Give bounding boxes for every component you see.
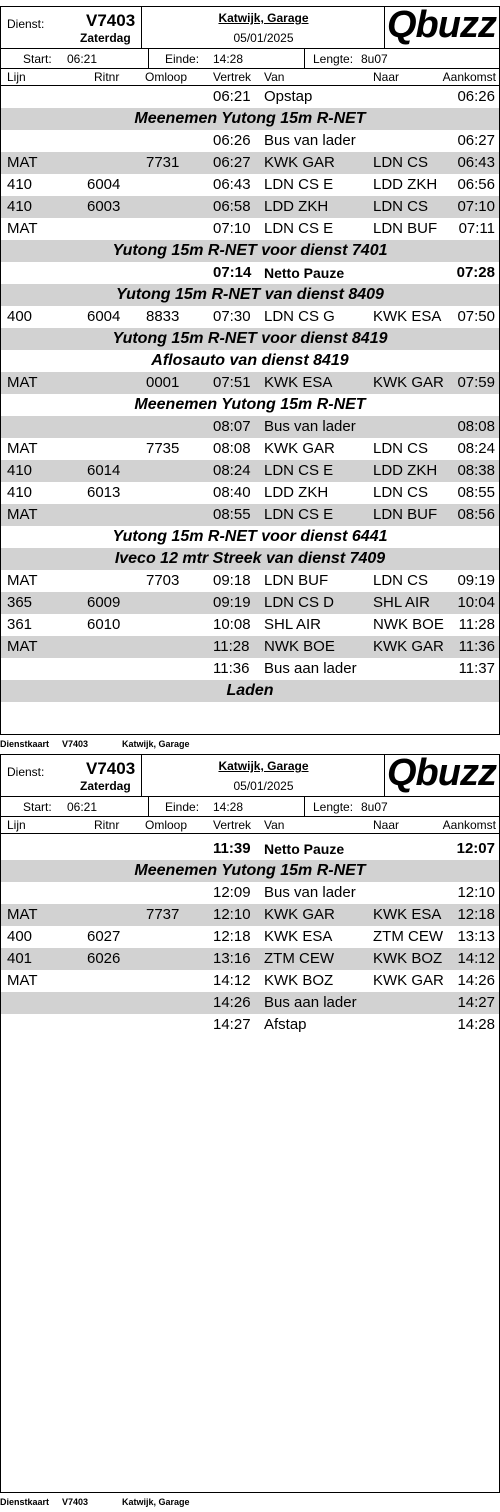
arrival-cell: 14:28 <box>457 1016 495 1033</box>
start-label: Start: <box>23 52 52 66</box>
line-cell: MAT <box>7 374 38 391</box>
trip-row <box>1 372 499 394</box>
trip-number-cell: 6004 <box>87 176 121 193</box>
trip-row <box>1 592 499 614</box>
to-cell: KWK BOZ <box>373 950 443 967</box>
einde-time: 14:28 <box>213 800 244 814</box>
from-cell: ZTM CEW <box>264 950 334 967</box>
start-label: Start: <box>23 800 52 814</box>
einde-cell <box>149 797 305 816</box>
location: Katwijk, Garage <box>218 11 309 25</box>
line-cell: MAT <box>7 154 38 171</box>
trip-row <box>1 218 499 240</box>
from-cell: Netto Pauze <box>264 265 345 281</box>
arrival-cell: 14:26 <box>457 972 495 989</box>
line-cell: 410 <box>7 462 33 479</box>
einde-label: Einde: <box>165 52 200 66</box>
to-cell: KWK GAR <box>373 374 444 391</box>
arrival-cell: 07:11 <box>458 220 495 237</box>
trip-row <box>1 1014 499 1036</box>
trip-number-cell: 6027 <box>87 928 121 945</box>
trip-row <box>1 152 499 174</box>
line-cell: 410 <box>7 198 33 215</box>
shift-meta <box>1 797 499 817</box>
section-heading <box>1 328 499 350</box>
col-vertrek: Vertrek <box>213 70 252 84</box>
section-heading <box>1 394 499 416</box>
dienst-number: V7403 <box>86 759 136 778</box>
to-cell: LDN CS <box>373 154 429 171</box>
from-cell: KWK ESA <box>264 374 333 391</box>
departure-cell: 08:55 <box>213 506 251 523</box>
to-cell: SHL AIR <box>373 594 430 611</box>
footer-label: Dienstkaart <box>0 739 50 749</box>
arrival-cell: 14:27 <box>457 994 495 1011</box>
arrival-cell: 07:59 <box>457 374 495 391</box>
col-aankomst: Aankomst <box>442 818 496 832</box>
lengte-label: Lengte: <box>313 52 354 66</box>
section-heading-text: Yutong 15m R-NET van dienst 8409 <box>116 286 384 303</box>
line-cell: MAT <box>7 972 38 989</box>
section-heading <box>1 680 499 702</box>
col-ritnr: Ritnr <box>94 70 120 84</box>
section-heading <box>1 860 499 882</box>
arrival-cell: 14:12 <box>457 950 495 967</box>
trip-row <box>1 926 499 948</box>
to-cell: NWK BOE <box>373 616 444 633</box>
trip-row <box>1 570 499 592</box>
dienst-label: Dienst: <box>7 765 45 779</box>
section-heading <box>1 350 499 372</box>
arrival-cell: 13:13 <box>457 928 495 945</box>
departure-cell: 12:10 <box>213 906 251 923</box>
section-heading-text: Yutong 15m R-NET voor dienst 6441 <box>112 528 388 545</box>
trip-row <box>1 970 499 992</box>
to-cell: KWK ESA <box>373 308 442 325</box>
departure-cell: 10:08 <box>213 616 251 633</box>
to-cell: LDN BUF <box>373 506 438 523</box>
trip-row <box>1 992 499 1014</box>
start-cell <box>1 49 149 68</box>
section-heading <box>1 284 499 306</box>
arrival-cell: 08:08 <box>457 418 495 435</box>
col-van: Van <box>264 818 285 832</box>
from-cell: LDN CS E <box>264 220 334 237</box>
arrival-cell: 06:56 <box>457 176 495 193</box>
line-cell: MAT <box>7 572 38 589</box>
date: 05/01/2025 <box>233 779 294 793</box>
pause-row <box>1 838 499 860</box>
col-lijn: Lijn <box>7 70 26 84</box>
pause-row <box>1 262 499 284</box>
line-cell: MAT <box>7 440 38 457</box>
line-cell: MAT <box>7 220 38 237</box>
departure-cell: 11:39 <box>213 840 251 857</box>
section-heading-text: Iveco 12 mtr Streek van dienst 7409 <box>114 550 386 567</box>
trip-row <box>1 904 499 926</box>
trip-row <box>1 438 499 460</box>
line-cell: 400 <box>7 928 33 945</box>
start-time: 06:21 <box>67 52 98 66</box>
footer-dienst: V7403 <box>62 1497 89 1507</box>
from-cell: Opstap <box>264 88 313 105</box>
to-cell: LDN CS <box>373 484 429 501</box>
trip-row <box>1 416 499 438</box>
from-cell: NWK BOE <box>264 638 335 655</box>
einde-cell <box>149 49 305 68</box>
trip-row <box>1 658 499 680</box>
to-cell: LDN CS <box>373 440 429 457</box>
departure-cell: 14:27 <box>213 1016 251 1033</box>
trip-number-cell: 6014 <box>87 462 121 479</box>
departure-cell: 09:19 <box>213 594 251 611</box>
day-of-week: Zaterdag <box>80 779 131 793</box>
line-cell: 400 <box>7 308 33 325</box>
line-cell: MAT <box>7 906 38 923</box>
departure-cell: 07:14 <box>213 264 252 281</box>
card-header <box>1 752 499 797</box>
col-ritnr: Ritnr <box>94 818 120 832</box>
trip-row <box>1 174 499 196</box>
from-cell: Afstap <box>264 1016 307 1033</box>
departure-cell: 06:21 <box>213 88 251 105</box>
section-heading-text: Yutong 15m R-NET voor dienst 8419 <box>112 330 388 347</box>
from-cell: KWK GAR <box>264 154 335 171</box>
trip-row <box>1 482 499 504</box>
departure-cell: 11:36 <box>213 660 250 677</box>
departure-cell: 09:18 <box>213 572 251 589</box>
arrival-cell: 08:24 <box>457 440 495 457</box>
from-cell: Bus aan lader <box>264 660 357 677</box>
section-heading-text: Aflosauto van dienst 8419 <box>151 352 349 369</box>
section-heading-text: Meenemen Yutong 15m R-NET <box>134 862 366 879</box>
from-cell: LDN CS G <box>264 308 335 325</box>
dienst-number: V7403 <box>86 11 136 30</box>
section-heading-text: Meenemen Yutong 15m R-NET <box>134 110 366 127</box>
from-cell: SHL AIR <box>264 616 321 633</box>
col-naar: Naar <box>373 70 400 84</box>
line-cell: 410 <box>7 176 33 193</box>
trip-row <box>1 306 499 328</box>
arrival-cell: 06:43 <box>457 154 495 171</box>
qbuzz-logo: Qbuzz <box>387 752 496 794</box>
col-aankomst: Aankomst <box>442 70 496 84</box>
from-cell: LDN BUF <box>264 572 329 589</box>
col-omloop: Omloop <box>145 70 188 84</box>
footer-location: Katwijk, Garage <box>122 739 190 749</box>
to-cell: LDD ZKH <box>373 462 438 479</box>
from-cell: Netto Pauze <box>264 841 345 857</box>
to-cell: LDN CS <box>373 198 429 215</box>
line-cell: 401 <box>7 950 33 967</box>
location-date-cell <box>142 7 385 48</box>
to-cell: KWK ESA <box>373 906 442 923</box>
trip-row <box>1 882 499 904</box>
trip-number-cell: 6010 <box>87 616 121 633</box>
arrival-cell: 07:50 <box>457 308 495 325</box>
col-omloop: Omloop <box>145 818 188 832</box>
shift-meta <box>1 49 499 69</box>
dienstkaart-page-1 <box>0 6 500 735</box>
logo-cell <box>385 4 499 48</box>
trip-row <box>1 196 499 218</box>
to-cell: LDN BUF <box>373 220 438 237</box>
arrival-cell: 07:28 <box>456 264 495 281</box>
block-cell: 7735 <box>146 440 180 457</box>
trip-number-cell: 6009 <box>87 594 121 611</box>
line-cell: MAT <box>7 638 38 655</box>
trip-row <box>1 130 499 152</box>
departure-cell: 08:07 <box>213 418 251 435</box>
from-cell: Bus aan lader <box>264 994 357 1011</box>
trip-row <box>1 504 499 526</box>
to-cell: KWK GAR <box>373 638 444 655</box>
trip-number-cell: 6013 <box>87 484 121 501</box>
col-van: Van <box>264 70 285 84</box>
block-cell: 7731 <box>146 154 180 171</box>
column-headers <box>1 69 499 86</box>
dienstkaart-page-2 <box>0 754 500 1493</box>
from-cell: KWK GAR <box>264 906 335 923</box>
trip-row <box>1 460 499 482</box>
location: Katwijk, Garage <box>218 759 309 773</box>
from-cell: LDN CS E <box>264 176 334 193</box>
date: 05/01/2025 <box>233 31 294 45</box>
footer-dienst: V7403 <box>62 739 89 749</box>
arrival-cell: 09:19 <box>457 572 495 589</box>
arrival-cell: 08:38 <box>457 462 495 479</box>
block-cell: 8833 <box>146 308 180 325</box>
block-cell: 7703 <box>146 572 180 589</box>
column-headers <box>1 817 499 834</box>
col-vertrek: Vertrek <box>213 818 252 832</box>
arrival-cell: 06:27 <box>457 132 495 149</box>
line-cell: 410 <box>7 484 33 501</box>
to-cell: KWK GAR <box>373 972 444 989</box>
from-cell: KWK BOZ <box>264 972 334 989</box>
col-naar: Naar <box>373 818 400 832</box>
trip-number-cell: 6003 <box>87 198 121 215</box>
dienst-cell <box>1 755 142 796</box>
arrival-cell: 10:04 <box>457 594 495 611</box>
section-heading <box>1 526 499 548</box>
arrival-cell: 11:28 <box>458 616 495 633</box>
section-heading <box>1 108 499 130</box>
col-lijn: Lijn <box>7 818 26 832</box>
start-time: 06:21 <box>67 800 98 814</box>
to-cell: ZTM CEW <box>373 928 443 945</box>
block-cell: 0001 <box>146 374 180 391</box>
trip-row <box>1 614 499 636</box>
from-cell: LDN CS E <box>264 462 334 479</box>
to-cell: LDD ZKH <box>373 176 438 193</box>
line-cell: 365 <box>7 594 33 611</box>
blank-row <box>1 702 499 724</box>
departure-cell: 14:12 <box>213 972 251 989</box>
departure-cell: 06:58 <box>213 198 251 215</box>
einde-label: Einde: <box>165 800 200 814</box>
from-cell: LDN CS D <box>264 594 335 611</box>
start-cell <box>1 797 149 816</box>
trip-row <box>1 636 499 658</box>
from-cell: Bus van lader <box>264 132 356 149</box>
section-heading-text: Yutong 15m R-NET voor dienst 7401 <box>112 242 388 259</box>
card-header <box>1 4 499 49</box>
arrival-cell: 07:10 <box>457 198 495 215</box>
departure-cell: 08:08 <box>213 440 251 457</box>
lengte-value: 8u07 <box>361 52 388 66</box>
lengte-label: Lengte: <box>313 800 354 814</box>
location-date-cell <box>142 755 385 796</box>
to-cell: LDN CS <box>373 572 429 589</box>
departure-cell: 13:16 <box>213 950 251 967</box>
departure-cell: 14:26 <box>213 994 251 1011</box>
qbuzz-logo: Qbuzz <box>387 4 496 46</box>
dienst-cell <box>1 7 142 48</box>
departure-cell: 06:27 <box>213 154 251 171</box>
from-cell: Bus van lader <box>264 418 356 435</box>
day-of-week: Zaterdag <box>80 31 131 45</box>
arrival-cell: 11:36 <box>458 638 495 655</box>
footer-label: Dienstkaart <box>0 1497 50 1507</box>
arrival-cell: 11:37 <box>458 660 495 677</box>
line-cell: MAT <box>7 506 38 523</box>
departure-cell: 08:24 <box>213 462 251 479</box>
section-heading <box>1 548 499 570</box>
schedule-rows <box>1 834 499 1036</box>
trip-row <box>1 948 499 970</box>
arrival-cell: 08:55 <box>457 484 495 501</box>
departure-cell: 07:30 <box>213 308 251 325</box>
from-cell: LDD ZKH <box>264 484 329 501</box>
trip-number-cell: 6004 <box>87 308 121 325</box>
departure-cell: 12:09 <box>213 884 251 901</box>
schedule-rows <box>1 86 499 724</box>
from-cell: KWK ESA <box>264 928 333 945</box>
trip-number-cell: 6026 <box>87 950 121 967</box>
lengte-value: 8u07 <box>361 800 388 814</box>
departure-cell: 11:28 <box>213 638 250 655</box>
logo-cell <box>385 752 499 796</box>
arrival-cell: 12:18 <box>457 906 495 923</box>
section-heading-text: Meenemen Yutong 15m R-NET <box>134 396 366 413</box>
departure-cell: 08:40 <box>213 484 251 501</box>
arrival-cell: 12:07 <box>456 840 495 857</box>
departure-cell: 06:43 <box>213 176 251 193</box>
section-heading <box>1 240 499 262</box>
footer-location: Katwijk, Garage <box>122 1497 190 1507</box>
block-cell: 7737 <box>146 906 180 923</box>
arrival-cell: 08:56 <box>457 506 495 523</box>
from-cell: LDN CS E <box>264 506 334 523</box>
departure-cell: 07:10 <box>213 220 251 237</box>
line-cell: 361 <box>7 616 33 633</box>
dienst-label: Dienst: <box>7 17 45 31</box>
section-heading-text: Laden <box>226 682 274 699</box>
arrival-cell: 12:10 <box>457 884 495 901</box>
einde-time: 14:28 <box>213 52 244 66</box>
departure-cell: 06:26 <box>213 132 251 149</box>
departure-cell: 07:51 <box>213 374 251 391</box>
trip-row <box>1 86 499 108</box>
from-cell: LDD ZKH <box>264 198 329 215</box>
from-cell: KWK GAR <box>264 440 335 457</box>
departure-cell: 12:18 <box>213 928 251 945</box>
arrival-cell: 06:26 <box>457 88 495 105</box>
from-cell: Bus van lader <box>264 884 356 901</box>
